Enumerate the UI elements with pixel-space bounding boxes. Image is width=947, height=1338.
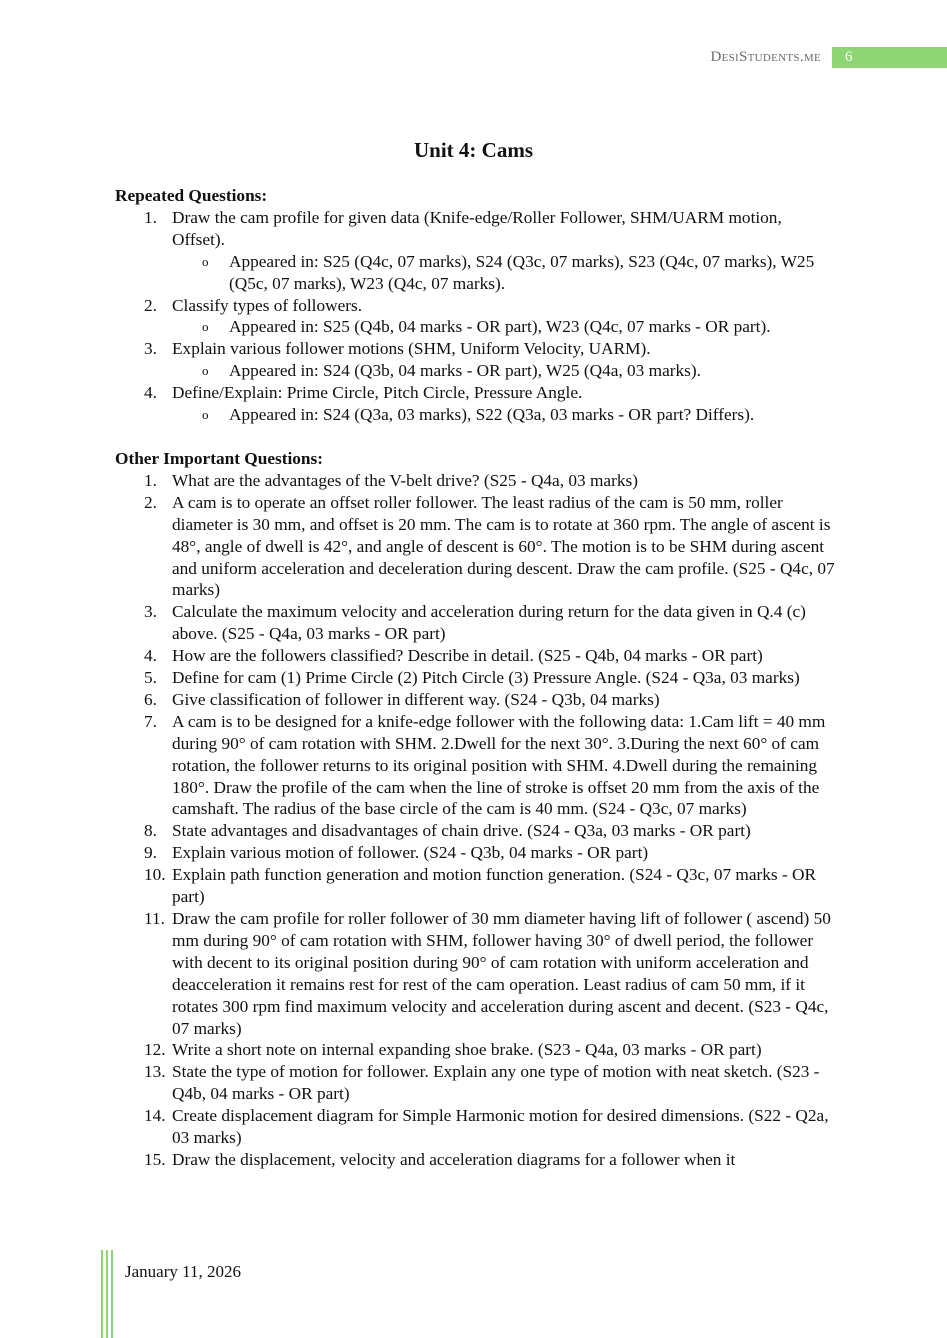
item-number: 13. [144, 1062, 166, 1082]
list-item [115, 842, 835, 864]
list-item [115, 1061, 835, 1105]
page-number-badge [832, 47, 947, 68]
question-text: Write a short note on internal expanding shoe brake. (S23 - Q4a, 03 marks - OR part) [172, 1040, 762, 1060]
appearance-text: Appeared in: S24 (Q3b, 04 marks - OR part), W25 (Q4a, 03 marks). [229, 361, 701, 381]
circle-bullet-icon: o [202, 253, 209, 269]
question-text: Classify types of followers. [172, 295, 363, 315]
question-text: Draw the cam profile for roller follower of 30 mm diameter having lift of follower ( ascend) 50 mm during 90° of cam rotation with SHM, follower having 30° of dwell period, the follower with decent to its original position during 90° of cam rotation with uniform acceleration and deacceleration it remains rest for rest of the cam operation. Least radius of cam 50 mm, if it rotates 300 rpm find maximum velocity and acceleration during ascent and decent. (S23 - Q4c, 07 marks) [172, 909, 831, 1038]
question-text: Explain various motion of follower. (S24 - Q3b, 04 marks - OR part) [172, 843, 649, 863]
list-item [115, 667, 835, 689]
list-item [115, 492, 835, 602]
footer-accent-lines [101, 1250, 113, 1338]
list-item [115, 601, 835, 645]
list-item [115, 864, 835, 908]
item-number: 9. [144, 843, 157, 863]
circle-bullet-icon: o [202, 319, 209, 335]
item-number: 2. [144, 295, 157, 315]
item-number: 1. [144, 207, 157, 227]
appearance-note [115, 316, 835, 338]
page-number: 6 [845, 49, 853, 65]
list-item [115, 338, 835, 382]
header-site-name: DesiStudents.me [710, 49, 821, 65]
item-number: 4. [144, 646, 157, 666]
question-text: Define/Explain: Prime Circle, Pitch Circle, Pressure Angle. [172, 383, 583, 403]
item-number: 8. [144, 821, 157, 841]
footer-line [101, 1250, 103, 1338]
question-text: State the type of motion for follower. Explain any one type of motion with neat sketch. (S23 - Q4b, 04 marks - OR part) [172, 1062, 820, 1104]
question-text: Explain path function generation and motion function generation. (S24 - Q3c, 07 marks - OR part) [172, 865, 817, 907]
item-number: 4. [144, 383, 157, 403]
list-item [115, 689, 835, 711]
question-text: Create displacement diagram for Simple Harmonic motion for desired dimensions. (S22 - Q2a, 03 marks) [172, 1106, 829, 1148]
repeated-questions-heading: Repeated Questions: [115, 186, 268, 205]
appearance-note [115, 251, 835, 295]
list-item [115, 908, 835, 1039]
footer-line [111, 1250, 113, 1338]
item-number: 14. [144, 1106, 166, 1126]
item-number: 5. [144, 668, 157, 688]
question-text: Define for cam (1) Prime Circle (2) Pitch Circle (3) Pressure Angle. (S24 - Q3a, 03 marks) [172, 668, 800, 688]
question-text: What are the advantages of the V-belt drive? (S25 - Q4a, 03 marks) [172, 470, 638, 490]
question-text: How are the followers classified? Describe in detail. (S25 - Q4b, 04 marks - OR part) [172, 646, 763, 666]
question-text: State advantages and disadvantages of chain drive. (S24 - Q3a, 03 marks - OR part) [172, 821, 751, 841]
circle-bullet-icon: o [202, 407, 209, 423]
item-number: 3. [144, 339, 157, 359]
appearance-note [115, 360, 835, 382]
item-number: 3. [144, 602, 157, 622]
other-questions-list [115, 470, 835, 1171]
list-item [115, 1039, 835, 1061]
circle-bullet-icon: o [202, 363, 209, 379]
question-text: Give classification of follower in different way. (S24 - Q3b, 04 marks) [172, 689, 660, 709]
document-body [115, 185, 835, 1171]
item-number: 2. [144, 492, 157, 512]
list-item [115, 1149, 835, 1171]
question-text: Draw the cam profile for given data (Knife-edge/Roller Follower, SHM/UARM motion, Offset). [172, 207, 782, 249]
item-number: 1. [144, 470, 157, 490]
item-number: 6. [144, 689, 157, 709]
list-item [115, 820, 835, 842]
other-questions-heading: Other Important Questions: [115, 448, 324, 468]
section-spacer [115, 426, 835, 448]
item-number: 7. [144, 711, 157, 731]
question-text: A cam is to operate an offset roller follower. The least radius of the cam is 50 mm, roller diameter is 30 mm, and offset is 20 mm. The cam is to rotate at 360 rpm. The angle of ascent is 48°, angle of dwell is 42°, and angle of descent is 60°. The motion is to be SHM during ascent and uniform acceleration and deceleration during descent. Draw the cam profile. (S25 - Q4c, 07 marks) [172, 492, 835, 600]
question-text: A cam is to be designed for a knife-edge follower with the following data: 1.Cam lift = 40 mm during 90° of cam rotation with SHM. 2.Dwell for the next 30°. 3.During the next 60° of cam rotation, the follower returns to its original position with SHM. 4.Dwell during the remaining 180°. Draw the profile of the cam when the line of stroke is offset 20 mm from the axis of the camshaft. The radius of the base circle of the cam is 40 mm. (S24 - Q3c, 07 marks) [172, 711, 826, 819]
appearance-text: Appeared in: S25 (Q4c, 07 marks), S24 (Q3c, 07 marks), S23 (Q4c, 07 marks), W25 (Q5c, 07 marks), W23 (Q4c, 07 marks). [229, 251, 815, 293]
item-number: 11. [144, 909, 165, 928]
appearance-text: Appeared in: S24 (Q3a, 03 marks), S22 (Q3a, 03 marks - OR part? Differs). [229, 405, 755, 425]
appearance-note [115, 404, 835, 426]
item-number: 12. [144, 1040, 166, 1060]
page-title: Unit 4: Cams [414, 138, 533, 162]
appearance-text: Appeared in: S25 (Q4b, 04 marks - OR part), W23 (Q4c, 07 marks - OR part). [229, 317, 771, 337]
list-item [115, 1105, 835, 1149]
item-number: 15. [144, 1149, 166, 1169]
list-item [115, 711, 835, 821]
item-number: 10. [144, 865, 166, 885]
repeated-questions-list [115, 207, 835, 426]
list-item [115, 295, 835, 339]
list-item [115, 382, 835, 426]
footer-date: January 11, 2026 [125, 1262, 241, 1281]
footer-line [106, 1250, 108, 1338]
list-item [115, 470, 835, 492]
list-item [115, 645, 835, 667]
question-text: Draw the displacement, velocity and acceleration diagrams for a follower when it [172, 1149, 736, 1169]
question-text: Explain various follower motions (SHM, Uniform Velocity, UARM). [172, 339, 651, 359]
list-item [115, 207, 835, 295]
question-text: Calculate the maximum velocity and acceleration during return for the data given in Q.4 (c) above. (S25 - Q4a, 03 marks - OR part) [172, 602, 806, 644]
